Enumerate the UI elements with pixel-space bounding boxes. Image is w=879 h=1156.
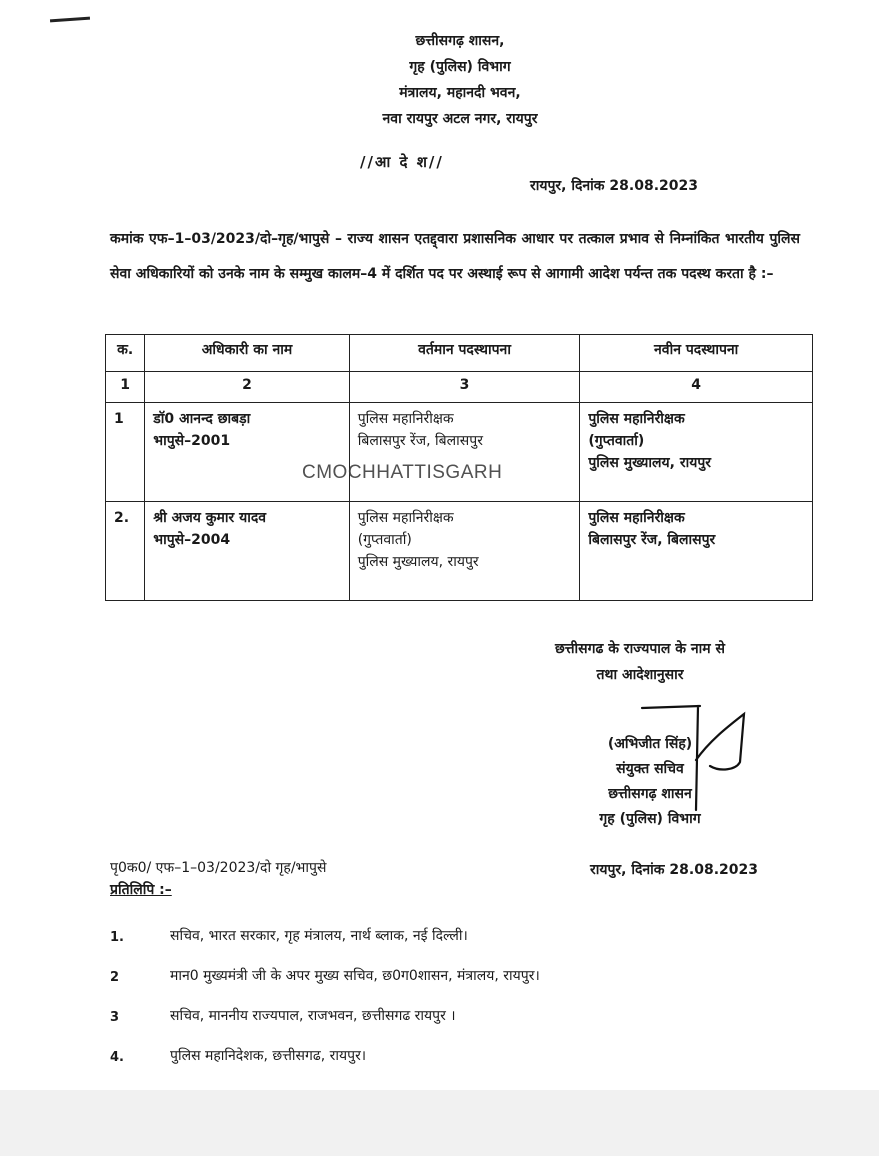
current-posting-line: पुलिस महानिरीक्षक: [357, 510, 454, 526]
column-number: 1: [106, 372, 145, 403]
header-line-4: नवा रायपुर अटल नगर, रायपुर: [382, 111, 538, 127]
column-number: 4: [580, 372, 813, 403]
column-header: अधिकारी का नाम: [145, 335, 349, 372]
order-text: – राज्य शासन एतद्द्वारा प्रशासनिक आधार पर तत्काल प्रभाव से निम्नांकित भारतीय पुलिस सेवा अधिकारियों को उनके नाम के सम्मुख कालम–4 में दर्शित पद पर अस्थाई रूप से आगामी आदेश पर्यन्त तक पदस्थ करता है :–: [110, 231, 800, 282]
new-posting-cell: [580, 403, 813, 502]
signatory-dept: गृह (पुलिस) विभाग: [599, 811, 701, 827]
current-posting-cell: [349, 502, 580, 601]
table-row: [106, 403, 813, 502]
new-posting-cell: [580, 502, 813, 601]
list-item-text: मान0 मुख्यमंत्री जी के अपर मुख्य सचिव, छ0ग0शासन, मंत्रालय, रायपुर।: [170, 968, 540, 984]
officer-name: श्री अजय कुमार यादव: [153, 510, 267, 526]
copy-label: प्रतिलिपि :–: [110, 882, 172, 898]
signatory-block: [560, 732, 740, 832]
order-title: //आ दे श//: [360, 153, 444, 171]
letterhead: [330, 28, 590, 132]
list-item-number: 4.: [110, 1050, 124, 1065]
watermark-text: CMOCHHATTISGARH: [302, 462, 503, 483]
governor-line-1: छत्तीसगढ के राज्यपाल के नाम से: [555, 641, 725, 657]
header-line-3: मंत्रालय, महानदी भवन,: [399, 85, 521, 101]
list-item: [110, 966, 810, 1006]
pen-mark: [50, 17, 90, 23]
table-header-row: [106, 335, 813, 372]
new-posting-line: बिलासपुर रेंज, बिलासपुर: [588, 532, 716, 548]
order-reference: कमांक एफ–1–03/2023/दो–गृह/भापुसे: [110, 231, 330, 247]
signatory-govt: छत्तीसगढ़ शासन: [608, 786, 692, 802]
header-line-2: गृह (पुलिस) विभाग: [409, 59, 511, 75]
governor-line-2: तथा आदेशानुसार: [596, 667, 684, 683]
new-posting-line: पुलिस मुख्यालय, रायपुर: [588, 455, 711, 471]
page-bottom-margin: [0, 1090, 879, 1156]
officer-batch: भापुसे–2001: [153, 433, 231, 449]
list-item-number: 1.: [110, 930, 124, 945]
serial-number: 1: [106, 403, 145, 502]
current-posting-line: बिलासपुर रेंज, बिलासपुर: [357, 433, 483, 449]
serial-number: 2.: [106, 502, 145, 601]
current-posting-cell: [349, 403, 580, 502]
column-header: वर्तमान पदस्थापना: [349, 335, 580, 372]
signatory-name: (अभिजीत सिंह): [607, 736, 693, 752]
new-posting-line: पुलिस महानिरीक्षक: [588, 510, 685, 526]
list-item-number: 3: [110, 1010, 120, 1025]
copy-date: रायपुर, दिनांक 28.08.2023: [590, 862, 758, 878]
column-number: 2: [145, 372, 349, 403]
current-posting-line: पुलिस महानिरीक्षक: [357, 411, 454, 427]
list-item-text: सचिव, भारत सरकार, गृह मंत्रालय, नार्थ ब्लाक, नई दिल्ली।: [170, 928, 468, 944]
column-number: 3: [349, 372, 580, 403]
copy-list: [110, 926, 810, 1086]
current-posting-line: (गुप्तवार्ता): [357, 532, 412, 548]
list-item-text: पुलिस महानिदेशक, छत्तीसगढ, रायपुर।: [170, 1048, 367, 1064]
order-date: रायपुर, दिनांक 28.08.2023: [530, 178, 698, 194]
new-posting-line: (गुप्तवार्ता): [588, 433, 645, 449]
table-row: [106, 502, 813, 601]
order-body: [110, 222, 800, 292]
list-item-number: 2: [110, 970, 120, 985]
column-number-row: [106, 372, 813, 403]
copy-reference: पृ0क0/ एफ–1–03/2023/दो गृह/भापुसे: [110, 860, 327, 876]
officer-batch: भापुसे–2004: [153, 532, 231, 548]
column-header: नवीन पदस्थापना: [580, 335, 813, 372]
list-item: [110, 1006, 810, 1046]
current-posting-line: पुलिस मुख्यालय, रायपुर: [357, 554, 479, 570]
list-item: [110, 926, 810, 966]
header-line-1: छत्तीसगढ़ शासन,: [415, 33, 505, 49]
list-item-text: सचिव, माननीय राज्यपाल, राजभवन, छत्तीसगढ रायपुर ।: [170, 1008, 456, 1024]
list-item: [110, 1046, 810, 1086]
officer-cell: [145, 403, 349, 502]
signatory-designation: संयुक्त सचिव: [616, 761, 684, 777]
officer-cell: [145, 502, 349, 601]
new-posting-line: पुलिस महानिरीक्षक: [588, 411, 685, 427]
column-header: क.: [106, 335, 145, 372]
governor-authority: [510, 636, 770, 688]
officer-name: डॉ0 आनन्द छाबड़ा: [153, 411, 251, 427]
